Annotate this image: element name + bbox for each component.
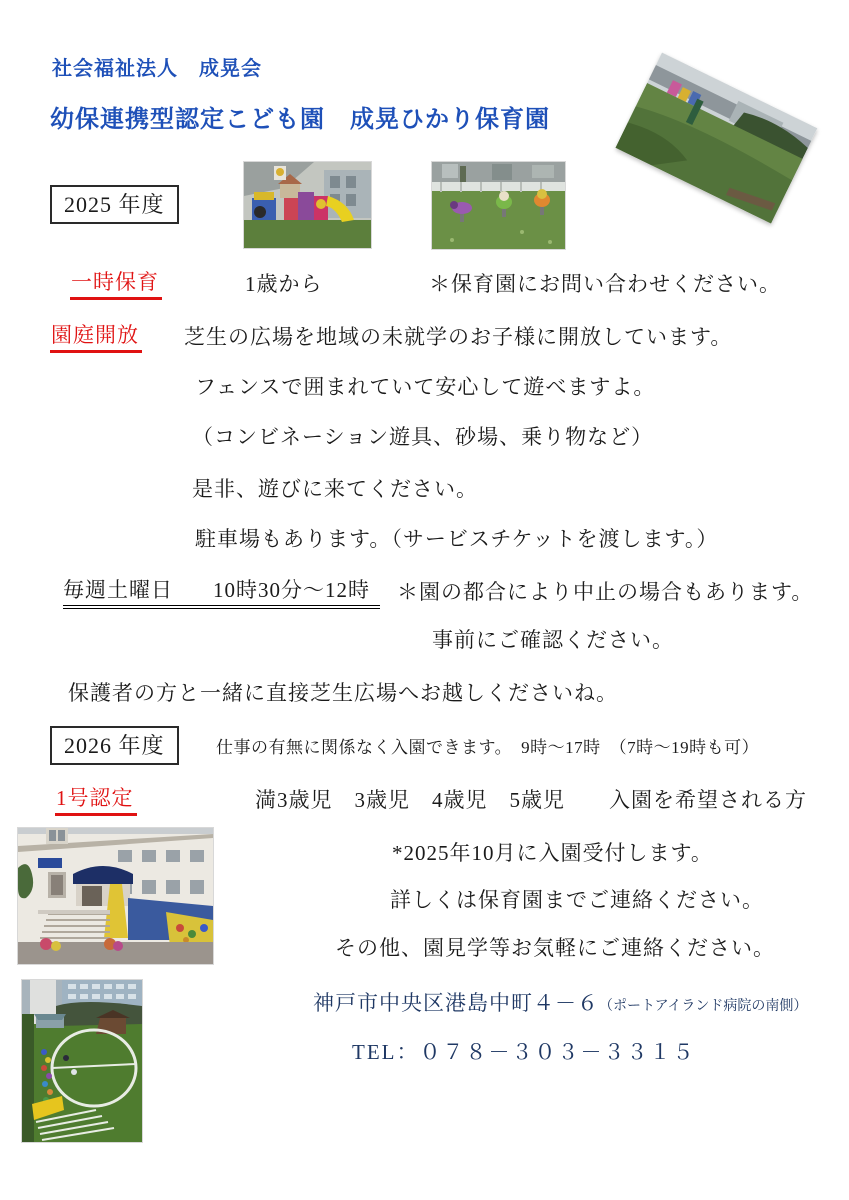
entei-kaiho-label: 園庭開放 bbox=[50, 323, 142, 353]
turf-yard-photo bbox=[22, 980, 142, 1142]
schedule-note2: 事前にご確認ください。 bbox=[432, 628, 674, 652]
note-contact: 詳しくは保育園までご連絡ください。 bbox=[390, 888, 764, 912]
invite-line: 保護者の方と一緒に直接芝生広場へお越しくださいね。 bbox=[68, 681, 618, 705]
org-name: 社会福祉法人 成晃会 bbox=[52, 58, 262, 80]
note-reception: *2025年10月に入園受付します。 bbox=[392, 841, 713, 865]
garden-riders-photo bbox=[432, 162, 565, 249]
address: 神戸市中央区港島中町４－６ bbox=[313, 991, 599, 1015]
nintei-ages: 満3歳児 3歳児 4歳児 5歳児 入園を希望される方 bbox=[255, 788, 807, 812]
entei-desc: 芝生の広場を地域の未就学のお子様に開放しています。 bbox=[184, 325, 733, 349]
entei-line-equipment: （コンビネーション遊具、砂場、乗り物など） bbox=[192, 425, 654, 449]
ichiji-note: ＊保育園にお問い合わせください。 bbox=[429, 272, 781, 296]
phone-number: TEL：０７８－３０３－３３１５ bbox=[352, 1040, 696, 1064]
schedule-day: 毎週土曜日 bbox=[63, 578, 173, 602]
note-tour: その他、園見学等お気軽にご連絡ください。 bbox=[335, 936, 775, 960]
playground-photo bbox=[244, 162, 371, 248]
page-title: 幼保連携型認定こども園 成晃ひかり保育園 bbox=[50, 106, 550, 133]
year-2026-box: 2026 年度 bbox=[50, 726, 179, 765]
ichiji-hoiku-label: 一時保育 bbox=[70, 270, 162, 300]
ichiji-age: 1歳から bbox=[245, 272, 323, 296]
schedule-time: 10時30分～12時 bbox=[213, 578, 370, 602]
nursery-building-photo bbox=[18, 828, 213, 964]
address-note: （ポートアイランド病院の南側） bbox=[599, 999, 808, 1014]
year-2025-box: 2025 年度 bbox=[50, 185, 179, 224]
schedule-underlined bbox=[63, 578, 380, 609]
entei-line-fence: フェンスで囲まれていて安心して遊べますよ。 bbox=[195, 375, 656, 399]
grass-field-photo bbox=[616, 52, 818, 223]
schedule-note: ＊園の都合により中止の場合もあります。 bbox=[397, 580, 814, 604]
nintei-label: 1号認定 bbox=[55, 786, 137, 816]
entei-line-parking: 駐車場もあります。（サービスチケットを渡します。） bbox=[195, 527, 719, 551]
work-note: 仕事の有無に関係なく入園できます。 9時～17時 （7時～19時も可） bbox=[216, 738, 760, 757]
entei-line-invite: 是非、遊びに来てください。 bbox=[192, 477, 478, 501]
